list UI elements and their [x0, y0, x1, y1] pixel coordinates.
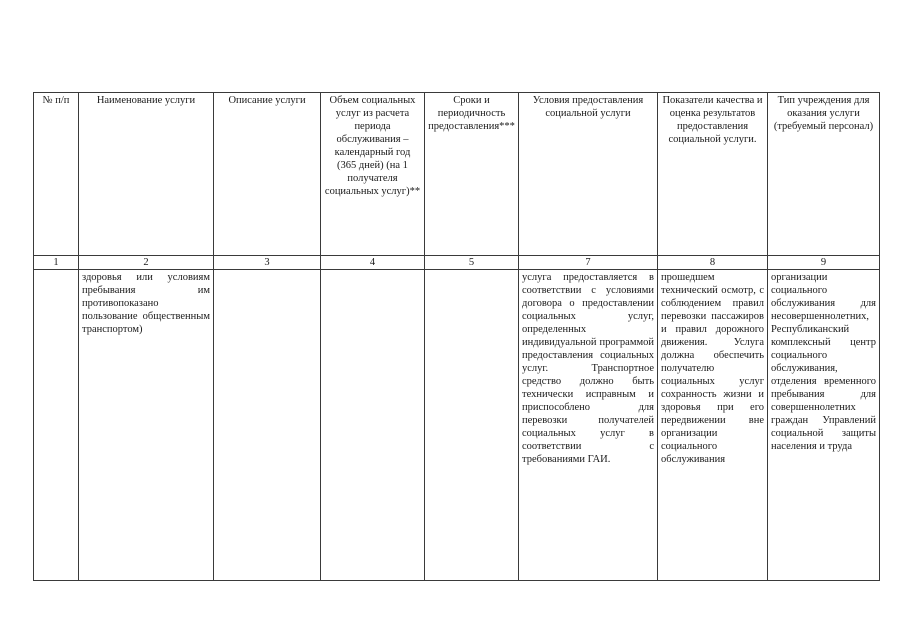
header-conditions: Условия предоставления социальной услуги [519, 93, 658, 256]
header-quality-indicators: Показатели качества и оценка результатов предоставления социальной услуги. [658, 93, 768, 256]
column-number: 1 [34, 256, 79, 270]
cell-service-description [214, 270, 321, 581]
column-number: 3 [214, 256, 321, 270]
column-number: 7 [519, 256, 658, 270]
column-number: 2 [79, 256, 214, 270]
table-row [34, 270, 880, 581]
column-number: 4 [321, 256, 425, 270]
table-header-row [34, 93, 880, 256]
header-service-description: Описание услуги [214, 93, 321, 256]
cell-conditions: услуга предоставляется в соответствии с условиями договора о предоставлении социальных услуг, определенных индивидуальной программой предоставления социальных услуг. Транспортное средство должно быть технически исправным и приспособлено для перевозки получателей социальных услуг в соответствии с требованиями ГАИ. [519, 270, 658, 581]
header-terms-periodicity: Сроки и периодичность предоставления*** [425, 93, 519, 256]
column-number: 9 [768, 256, 880, 270]
header-service-name: Наименование услуги [79, 93, 214, 256]
cell-institution-type: организации социального обслуживания для несовершеннолетних, Республиканский комплексный центр социального обслуживания, отделения временного пребывания для совершеннолетних граждан Управлений социальной защиты населения и труда [768, 270, 880, 581]
column-number: 5 [425, 256, 519, 270]
cell-terms-periodicity [425, 270, 519, 581]
header-service-volume: Объем социальных услуг из расчета периода обслуживания – календарный год (365 дней) (на 1 получателя социальных услуг)** [321, 93, 425, 256]
column-number: 8 [658, 256, 768, 270]
cell-service-name: здоровья или условиям пребывания им противопоказано пользование общественным транспортом) [79, 270, 214, 581]
cell-quality-indicators: прошедшем технический осмотр, с соблюдением правил перевозки пассажиров и правил дорожного движения. Услуга должна обеспечить получателю социальных услуг сохранность жизни и здоровья при его передвижении вне организации социального обслуживания [658, 270, 768, 581]
social-services-table [33, 92, 880, 581]
column-number-row [34, 256, 880, 270]
cell-service-volume [321, 270, 425, 581]
header-number: № п/п [34, 93, 79, 256]
header-institution-type: Тип учреждения для оказания услуги (требуемый персонал) [768, 93, 880, 256]
cell-number [34, 270, 79, 581]
